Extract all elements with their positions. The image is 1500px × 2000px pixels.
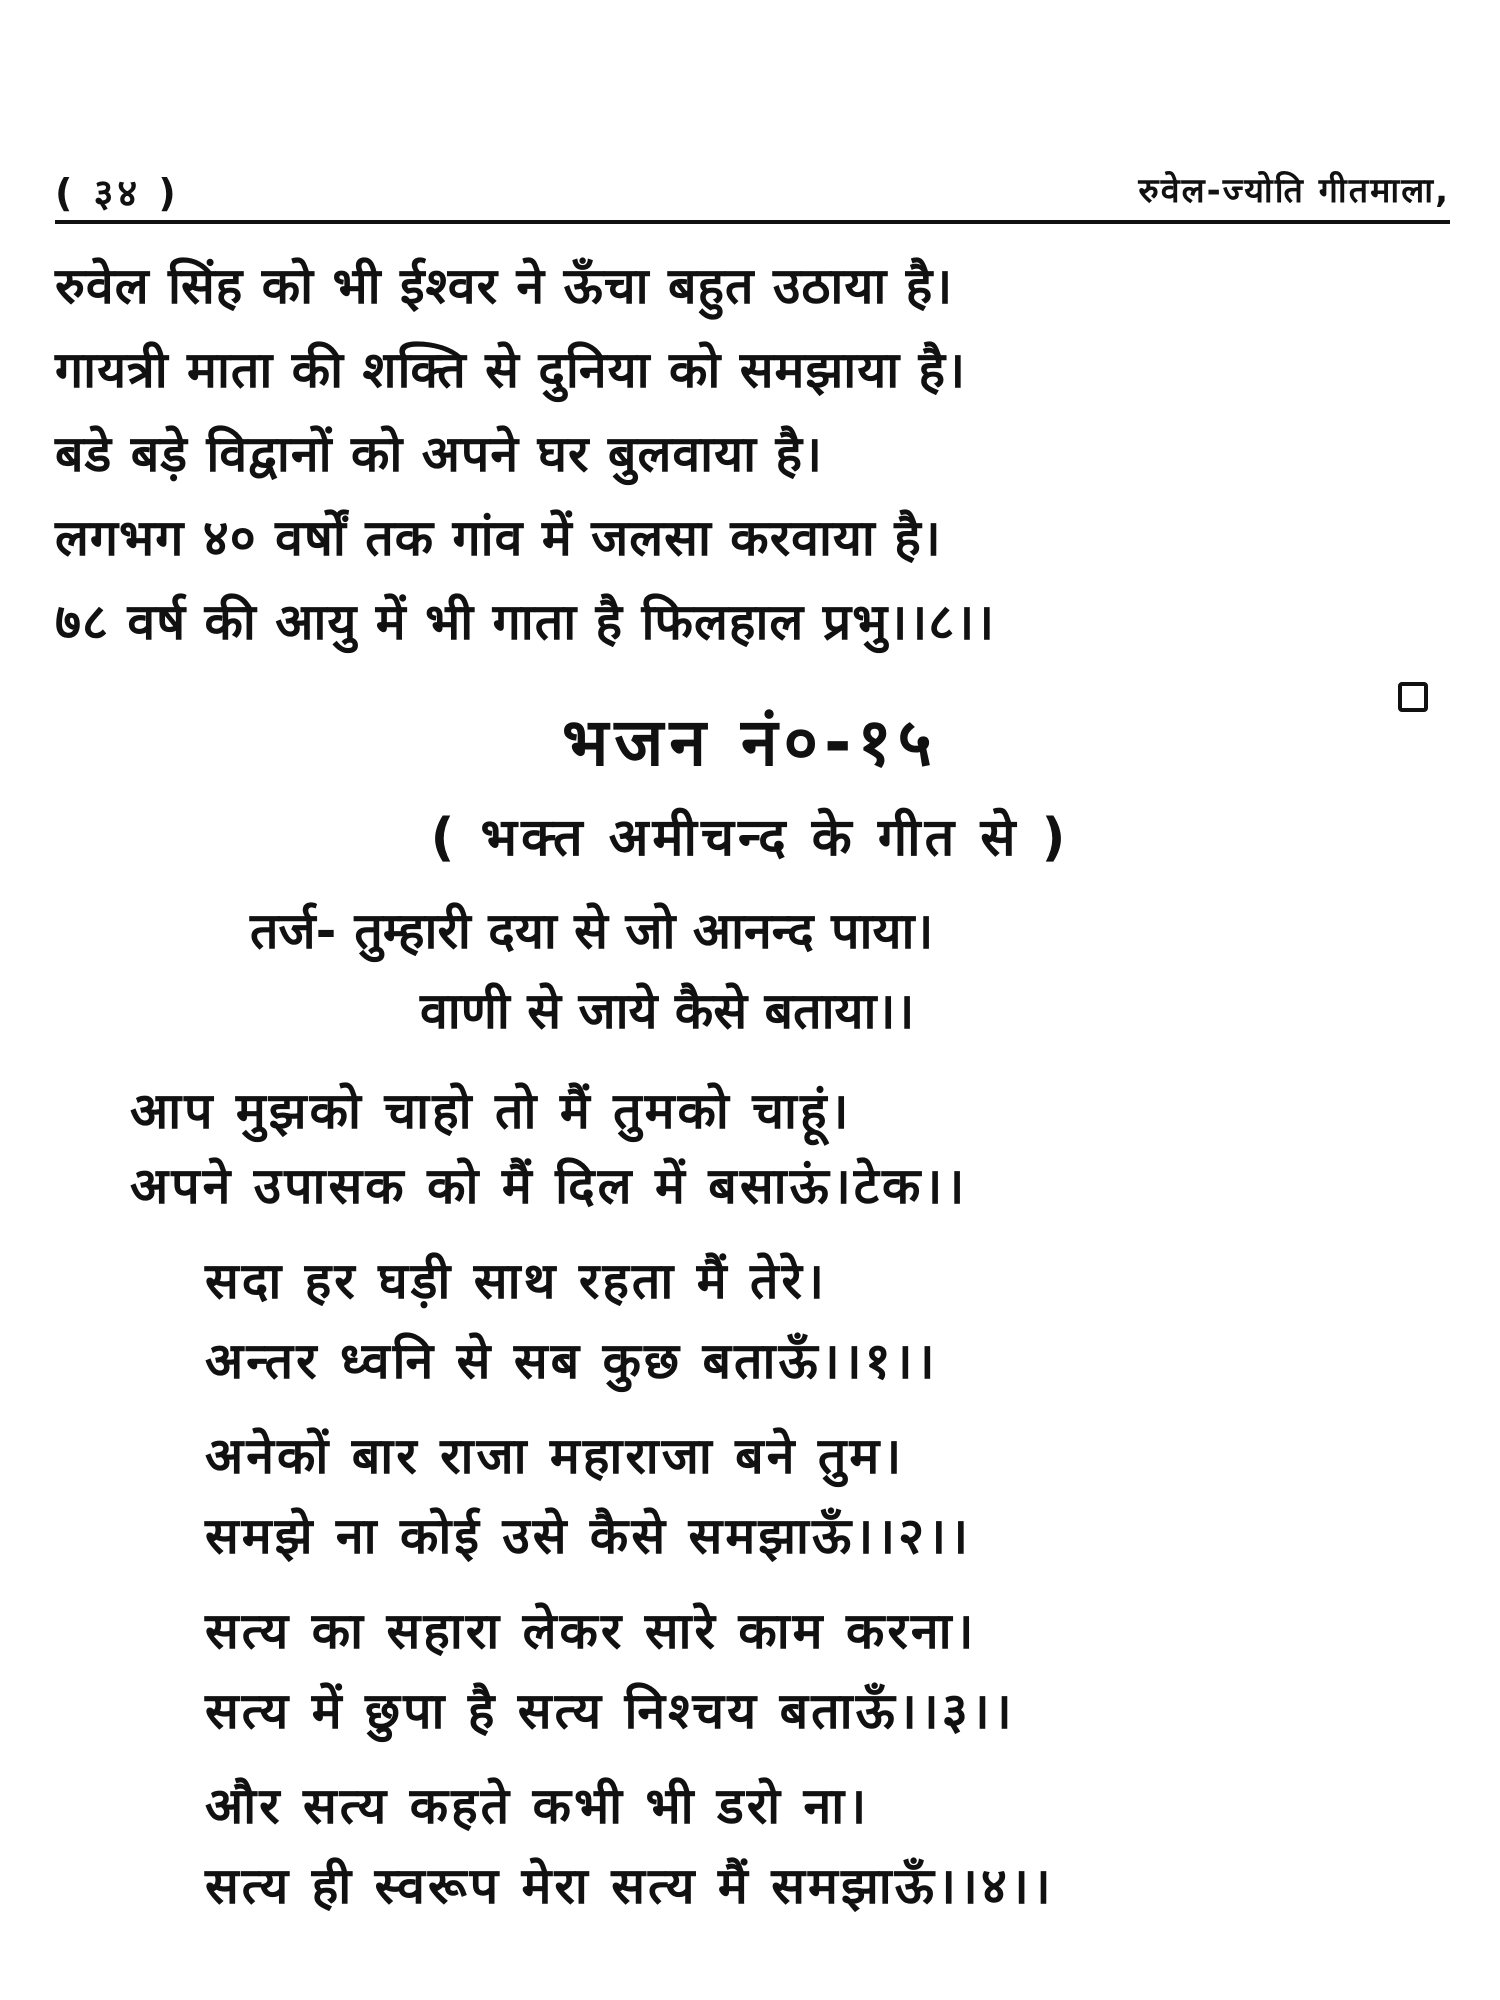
verse-line: सत्य का सहारा लेकर सारे काम करना। — [205, 1602, 977, 1660]
teck-line: अपने उपासक को मैं दिल में बसाऊं।टेक।। — [130, 1157, 968, 1215]
tarz-text: तुम्हारी दया से जो आनन्द पाया। — [354, 902, 934, 960]
verse-line: सत्य ही स्वरूप मेरा सत्य मैं समझाऊँ।।४।। — [205, 1857, 1054, 1915]
stanza-line: गायत्री माता की शक्ति से दुनिया को समझाया है। — [55, 341, 967, 399]
tarz-label: तर्ज- — [250, 902, 337, 960]
running-title: रुवेल-ज्योति गीतमाला, — [1138, 171, 1450, 211]
stanza-line: लगभग ४० वर्षों तक गांव में जलसा करवाया है। — [55, 509, 942, 567]
teck-line: आप मुझको चाहो तो मैं तुमको चाहूं। — [130, 1082, 852, 1140]
stanza-line: रुवेल सिंह को भी ईश्वर ने ऊँचा बहुत उठाया है। — [55, 257, 954, 315]
verse-line: अनेकों बार राजा महाराजा बने तुम। — [205, 1427, 905, 1485]
stanza-line: ७८ वर्ष की आयु में भी गाता है फिलहाल प्रभु।।८।। — [55, 593, 996, 651]
bhajan-title: भजन नं०-१५ — [562, 704, 938, 781]
stanza-line: बडे बड़े विद्वानों को अपने घर बुलवाया है। — [55, 425, 823, 483]
verse-line: सत्य में छुपा है सत्य निश्चय बताऊँ।।३।। — [205, 1682, 1015, 1740]
verse-line: समझे ना कोई उसे कैसे समझाऊँ।।२।। — [205, 1507, 972, 1565]
verse-line: सदा हर घड़ी साथ रहता मैं तेरे। — [205, 1252, 827, 1310]
verse-line: और सत्य कहते कभी भी डरो ना। — [205, 1777, 870, 1835]
bhajan-subtitle: ( भक्त अमीचन्द के गीत से ) — [430, 808, 1070, 868]
tarz-line-1 — [250, 895, 933, 963]
page-number: ( ३४ ) — [55, 171, 180, 215]
page-header — [55, 160, 1450, 224]
verse-line: अन्तर ध्वनि से सब कुछ बताऊँ।।१।। — [205, 1332, 938, 1390]
tarz-line-2: वाणी से जाये कैसे बताया।। — [420, 982, 915, 1040]
